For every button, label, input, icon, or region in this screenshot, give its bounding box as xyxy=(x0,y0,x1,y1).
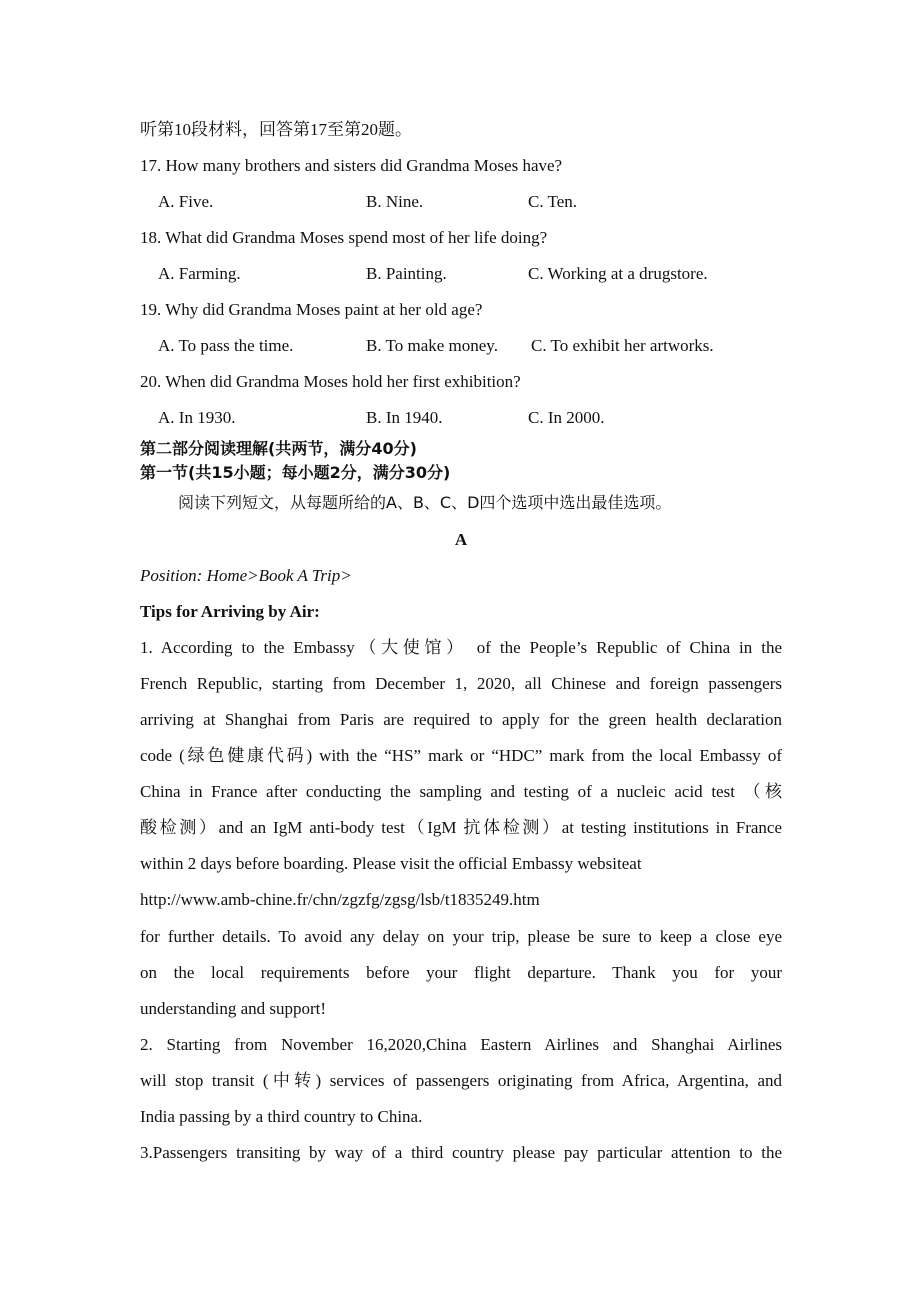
passage-line: 2. Starting from November 16,2020,China Eastern Airlines and Shanghai Airlines xyxy=(140,1035,782,1054)
passage-line: India passing by a third country to China. xyxy=(140,1107,423,1126)
option-c: C. To exhibit her artworks. xyxy=(531,336,714,355)
passage-line: will stop transit (中转) services of passengers originating from Africa, Argentina, and xyxy=(140,1071,782,1090)
question-18-stem: 18. What did Grandma Moses spend most of her life doing? xyxy=(140,228,548,247)
passage-line: 酸检测）and an IgM anti-body test（IgM 抗体检测）at testing institutions in France xyxy=(140,818,782,837)
section1-heading: 第一节(共15小题；每小题2分，满分30分) xyxy=(140,463,451,482)
option-c: C. In 2000. xyxy=(528,408,605,427)
question-17-stem: 17. How many brothers and sisters did Grandma Moses have? xyxy=(140,156,563,175)
question-20-stem: 20. When did Grandma Moses hold her first exhibition? xyxy=(140,372,521,391)
option-a: A. Five. xyxy=(158,192,214,211)
reading-instructions: 阅读下列短文，从每题所给的A、B、C、D四个选项中选出最佳选项。 xyxy=(178,493,672,512)
option-a: A. In 1930. xyxy=(158,408,236,427)
question-19-stem: 19. Why did Grandma Moses paint at her old age? xyxy=(140,300,483,319)
passage-line: on the local requirements before your flight departure. Thank you for your xyxy=(140,963,782,982)
option-b: B. In 1940. xyxy=(366,408,443,427)
option-a: A. Farming. xyxy=(158,264,241,283)
passage-line: within 2 days before boarding. Please visit the official Embassy websiteat xyxy=(140,854,642,873)
passage-line: 3.Passengers transiting by way of a third country please pay particular attention to the xyxy=(140,1143,782,1162)
passage-line: China in France after conducting the sampling and testing of a nucleic acid test （核 xyxy=(140,782,782,801)
passage-line: understanding and support! xyxy=(140,999,327,1018)
option-b: B. Painting. xyxy=(366,264,447,283)
listening-intro: 听第10段材料，回答第17至第20题。 xyxy=(140,120,412,139)
passage-line: French Republic, starting from December 1, 2020, all Chinese and foreign passengers xyxy=(140,674,782,693)
breadcrumb-position: Position: Home>Book A Trip> xyxy=(140,566,352,585)
passage-line: for further details. To avoid any delay on your trip, please be sure to keep a close eye xyxy=(140,927,782,946)
tips-heading: Tips for Arriving by Air: xyxy=(140,602,320,621)
option-b: B. To make money. xyxy=(366,336,498,355)
option-b: B. Nine. xyxy=(366,192,424,211)
part2-heading: 第二部分阅读理解(共两节，满分40分) xyxy=(140,439,417,458)
option-a: A. To pass the time. xyxy=(158,336,294,355)
passage-line: 1. According to the Embassy（大使馆） of the People’s Republic of China in the xyxy=(140,638,782,657)
passage-line: code (绿色健康代码) with the “HS” mark or “HDC” mark from the local Embassy of xyxy=(140,746,782,765)
option-c: C. Ten. xyxy=(528,192,578,211)
option-c: C. Working at a drugstore. xyxy=(528,264,708,283)
embassy-url: http://www.amb-chine.fr/chn/zgzfg/zgsg/lsb/t1835249.htm xyxy=(140,890,540,909)
passage-line: arriving at Shanghai from Paris are required to apply for the green health declaration xyxy=(140,710,782,729)
passage-label: A xyxy=(454,530,468,549)
